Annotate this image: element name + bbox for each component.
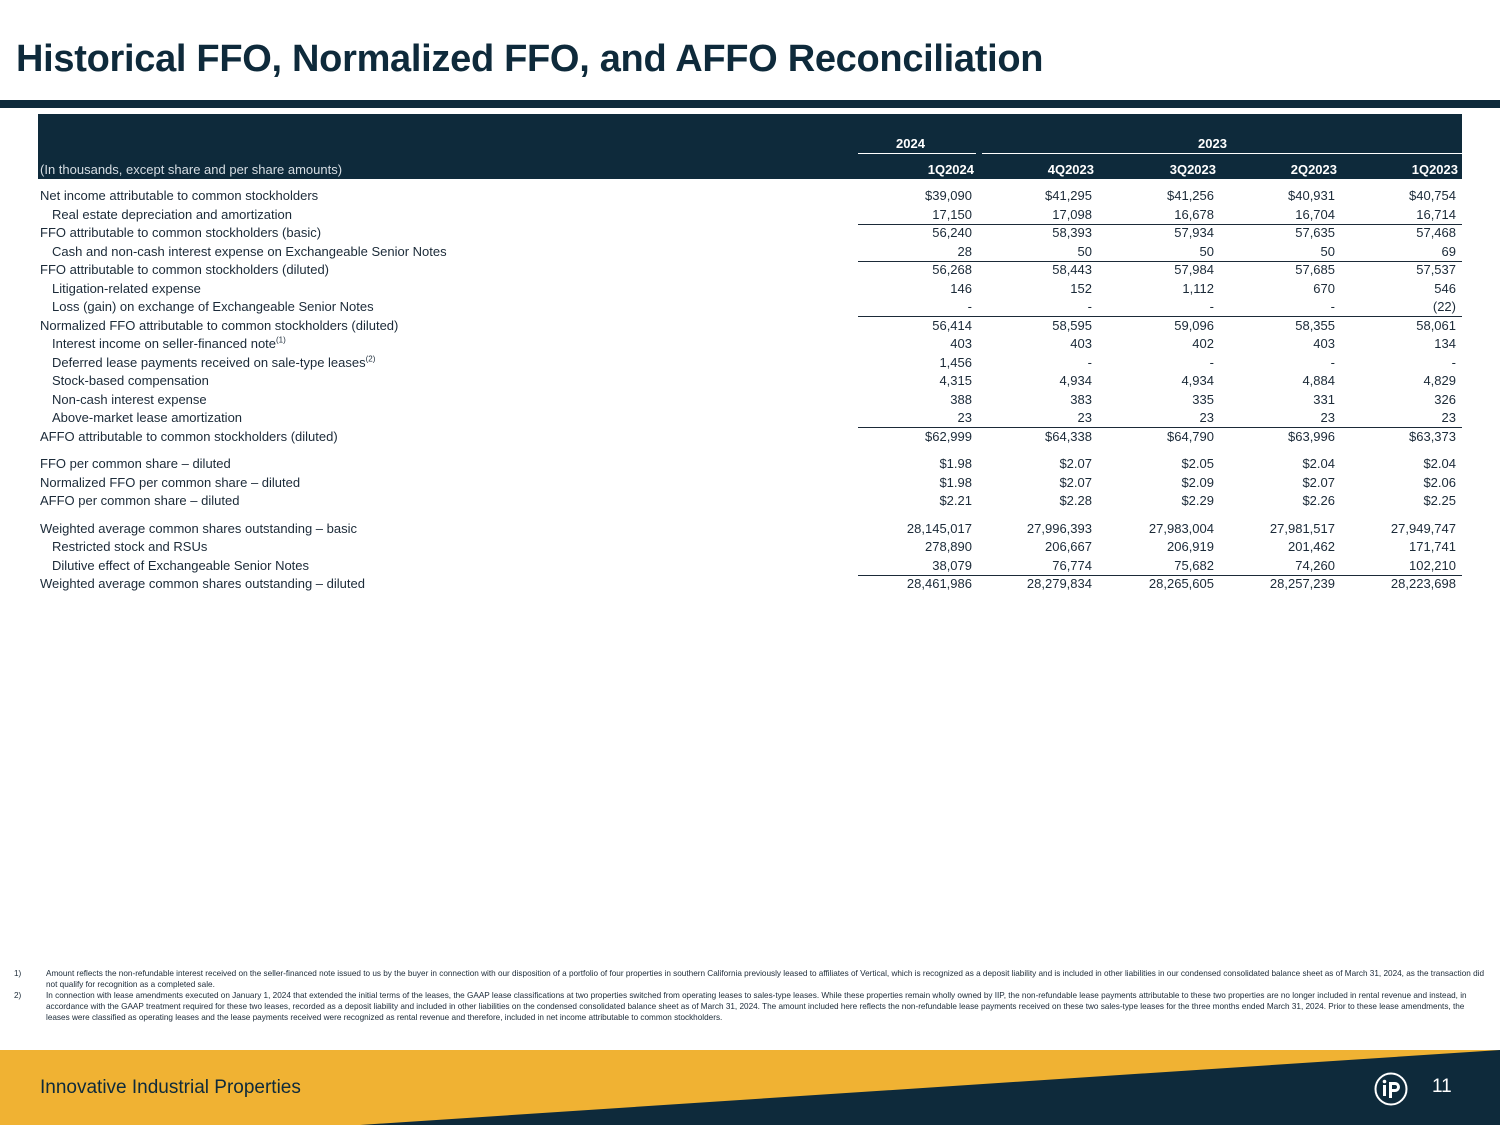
row-value: 27,983,004 — [1148, 520, 1214, 536]
row-value: 27,949,747 — [1390, 520, 1456, 536]
row-value: $2.28 — [1059, 493, 1092, 508]
table-row — [38, 557, 1462, 576]
table-row — [38, 372, 1462, 391]
row-value: 206,667 — [1045, 539, 1092, 554]
row-value: 16,704 — [1295, 206, 1335, 222]
row-value: $2.06 — [1423, 474, 1456, 490]
row-label-text: FFO attributable to common stockholders (basic) — [40, 225, 322, 240]
row-value: 58,061 — [1416, 317, 1456, 333]
year-rule-2024 — [858, 153, 976, 154]
table-row — [38, 298, 1462, 317]
row-value: 102,210 — [1409, 557, 1456, 573]
row-label-text: Weighted average common shares outstanding – diluted — [40, 576, 365, 591]
row-label — [52, 243, 447, 262]
table-row — [38, 187, 1462, 206]
row-label — [40, 187, 318, 206]
company-name: Innovative Industrial Properties — [40, 1077, 301, 1098]
row-value: 4,829 — [1423, 373, 1456, 388]
table-row — [38, 428, 1462, 447]
row-label — [52, 409, 242, 428]
company-logo-icon — [1374, 1072, 1408, 1106]
row-value: 28,257,239 — [1269, 576, 1335, 591]
row-label — [52, 538, 207, 557]
row-value: $41,256 — [1167, 188, 1214, 203]
row-value: $2.04 — [1423, 456, 1456, 471]
table-row — [38, 354, 1462, 373]
table-row — [38, 243, 1462, 262]
row-label — [40, 455, 231, 474]
row-value: 28 — [957, 243, 972, 259]
year-group-2024: 2024 — [896, 136, 925, 151]
footnote-text: In connection with lease amendments executed on January 1, 2024 that extended the initial terms of the leases, the GAAP lease classifications at two properties switched from operating leases to sales-type leases. While these properties remain wholly owned by IIP, the non-refundable lease payments attributable to these two properties are no longer included in rental revenue and instead, in accordance with the GAAP treatment required for these two leases, recorded as a deposit liability and included in other liabilities on the condensed consolidated balance sheet as of March 31, 2024. The amount included here reflects the non-refundable lease payments received on these two sales-type leases for the three months ended March 31, 2024. Prior to these lease amendments, the leases were classified as operating leases and the lease payments received were recognized as rental revenue and therefore, included in net income attributable to common stockholders. — [46, 991, 1467, 1022]
footnote-number: 2) — [14, 991, 22, 1000]
row-label-text: Weighted average common shares outstanding – basic — [40, 520, 358, 536]
page-number: 11 — [1432, 1076, 1452, 1097]
row-label — [40, 492, 239, 511]
row-label — [52, 335, 286, 354]
row-value: - — [1330, 354, 1335, 370]
row-label — [40, 520, 357, 539]
row-value: 23 — [1441, 410, 1456, 425]
row-value: $2.05 — [1181, 456, 1214, 471]
row-label-text: Loss (gain) on exchange of Exchangeable Senior Notes — [52, 299, 374, 314]
row-value: 57,635 — [1295, 225, 1335, 240]
year-group-2023: 2023 — [1198, 136, 1227, 151]
row-label — [52, 391, 207, 410]
footnotes — [14, 968, 1488, 1023]
row-value: 171,741 — [1409, 539, 1456, 554]
row-value: 28,223,698 — [1390, 576, 1456, 591]
table-body — [38, 179, 1462, 594]
row-value: 27,981,517 — [1269, 520, 1335, 536]
row-value: - — [967, 299, 972, 314]
table-row — [38, 224, 1462, 243]
row-value: 59,096 — [1174, 317, 1214, 333]
row-value: 278,890 — [925, 539, 972, 554]
row-label — [52, 354, 375, 373]
footnote-text: Amount reflects the non-refundable interest received on the seller-financed note issued to us by the buyer in connection with our disposition of a portfolio of four properties in southern California previously leased to affiliates of Vertical, which is recognized as a deposit liability and is included in other liabilities in our condensed consolidated balance sheet as of March 31, 2024, as the transaction did not qualify for recognition as a completed sale. — [46, 969, 1485, 989]
row-value: - — [1209, 354, 1214, 370]
row-value: 1,112 — [1182, 280, 1214, 296]
row-value: 4,934 — [1181, 373, 1214, 388]
row-value: 335 — [1192, 391, 1214, 407]
row-value: 4,315 — [939, 373, 972, 388]
row-value: 28,265,605 — [1148, 576, 1214, 591]
table-row — [38, 474, 1462, 493]
row-value: - — [1087, 299, 1092, 314]
row-label-text: Normalized FFO per common share – diluted — [40, 474, 301, 490]
row-value: 58,443 — [1052, 262, 1092, 277]
row-label — [40, 428, 338, 447]
row-value: 134 — [1434, 336, 1456, 351]
row-label — [40, 474, 300, 493]
col-header-2q2023: 2Q2023 — [1290, 162, 1337, 177]
row-value: 16,714 — [1416, 206, 1456, 222]
footnote-ref: (1) — [276, 335, 286, 345]
table-row — [38, 317, 1462, 336]
row-value: 17,098 — [1052, 206, 1092, 222]
row-value: 23 — [1320, 410, 1335, 425]
row-value: 50 — [1077, 243, 1092, 259]
row-value: 152 — [1070, 280, 1092, 296]
row-value: 23 — [1077, 410, 1092, 425]
table-row — [38, 206, 1462, 225]
row-value: 206,919 — [1167, 539, 1214, 554]
row-value: $39,090 — [925, 188, 972, 203]
table-row — [38, 520, 1462, 539]
table-row — [38, 261, 1462, 280]
row-value: 74,260 — [1295, 557, 1335, 573]
row-value: 17,150 — [932, 206, 972, 222]
title-rule — [0, 100, 1500, 108]
row-label — [40, 575, 365, 594]
row-value: $63,996 — [1288, 428, 1335, 444]
row-value: (22) — [1432, 299, 1456, 314]
row-value: 56,414 — [932, 317, 972, 333]
row-label-text: Dilutive effect of Exchangeable Senior Notes — [52, 557, 310, 573]
row-label-text: Normalized FFO attributable to common stockholders (diluted) — [40, 317, 399, 333]
row-value: 58,393 — [1052, 225, 1092, 240]
row-value: 670 — [1313, 280, 1335, 296]
row-value: - — [1451, 354, 1456, 370]
row-label-text: AFFO attributable to common stockholders (diluted) — [40, 428, 338, 444]
footnote-ref: (2) — [365, 354, 376, 364]
row-value: $2.09 — [1181, 474, 1214, 490]
table-row — [38, 280, 1462, 299]
row-value: 56,268 — [932, 262, 972, 277]
row-value: 201,462 — [1288, 539, 1335, 554]
row-value: 50 — [1320, 243, 1335, 259]
units-note: (In thousands, except share and per share amounts) — [40, 162, 343, 177]
row-value: - — [1087, 354, 1092, 370]
row-label-text: Stock-based compensation — [52, 373, 209, 388]
row-label-text: Above-market lease amortization — [52, 410, 243, 425]
row-value: $2.07 — [1059, 456, 1092, 471]
row-value: 388 — [950, 391, 972, 407]
row-value: 402 — [1192, 336, 1214, 351]
year-rule-2023 — [982, 153, 1462, 154]
col-header-1q2023: 1Q2023 — [1411, 162, 1458, 177]
row-value: $2.07 — [1302, 474, 1335, 490]
row-label — [40, 317, 398, 336]
row-label-text: Net income attributable to common stockholders — [40, 188, 319, 203]
row-value: 403 — [950, 336, 972, 351]
row-label-text: Litigation-related expense — [52, 280, 201, 296]
row-label-text: Interest income on seller-financed note — [52, 336, 277, 351]
table-row — [38, 492, 1462, 511]
row-label — [52, 557, 309, 576]
row-label — [52, 206, 292, 225]
row-value: 28,145,017 — [906, 520, 972, 536]
row-value: 57,685 — [1295, 262, 1335, 277]
row-value: 16,678 — [1174, 206, 1214, 222]
row-value: $62,999 — [925, 428, 972, 444]
row-value: 58,355 — [1295, 317, 1335, 333]
row-value: 57,537 — [1416, 262, 1456, 277]
row-value: 75,682 — [1174, 557, 1214, 573]
row-value: 4,884 — [1302, 373, 1335, 388]
row-value: 331 — [1313, 391, 1335, 407]
row-value: $40,754 — [1409, 188, 1456, 203]
row-label-text: FFO attributable to common stockholders (diluted) — [40, 262, 330, 277]
footnote-number: 1) — [14, 969, 22, 978]
row-value: 23 — [1199, 410, 1214, 425]
row-value: 23 — [957, 410, 972, 425]
row-label — [52, 372, 209, 391]
table-row — [38, 391, 1462, 410]
row-value: 28,461,986 — [906, 576, 972, 591]
row-label-text: Cash and non-cash interest expense on Exchangeable Senior Notes — [52, 243, 447, 259]
row-value: 1,456 — [939, 354, 972, 370]
row-value: $64,338 — [1045, 428, 1092, 444]
row-value: 50 — [1199, 243, 1214, 259]
col-header-4q2023: 4Q2023 — [1047, 162, 1094, 177]
row-value: 28,279,834 — [1026, 576, 1092, 591]
row-label-text: Real estate depreciation and amortization — [52, 206, 292, 222]
col-header-3q2023: 3Q2023 — [1169, 162, 1216, 177]
row-value: - — [1209, 299, 1214, 314]
row-label — [40, 224, 321, 243]
row-value: 146 — [950, 280, 972, 296]
row-value: 326 — [1434, 391, 1456, 407]
row-value: $2.26 — [1302, 493, 1335, 508]
table-row — [38, 455, 1462, 474]
row-value: $2.04 — [1302, 456, 1335, 471]
row-value: 4,934 — [1059, 373, 1092, 388]
row-value: $2.21 — [939, 493, 972, 508]
row-value: 403 — [1070, 336, 1092, 351]
row-value: $64,790 — [1167, 428, 1214, 444]
row-value: $2.07 — [1059, 474, 1092, 490]
table-row — [38, 538, 1462, 557]
row-value: - — [1330, 299, 1335, 314]
table-header — [38, 114, 1462, 179]
reconciliation-table — [38, 114, 1462, 594]
row-label — [52, 280, 201, 299]
row-value: $63,373 — [1409, 428, 1456, 444]
footnote-2 — [14, 990, 1488, 1023]
row-label — [52, 298, 374, 317]
row-label — [40, 261, 329, 280]
row-value: 38,079 — [932, 557, 972, 573]
row-value: $2.29 — [1181, 493, 1214, 508]
row-value: $41,295 — [1045, 188, 1092, 203]
row-label-text: FFO per common share – diluted — [40, 456, 231, 471]
row-value: $2.25 — [1423, 493, 1456, 508]
row-value: $1.98 — [939, 456, 972, 471]
row-value: 27,996,393 — [1026, 520, 1092, 536]
row-value: 76,774 — [1052, 557, 1092, 573]
row-value: 383 — [1070, 391, 1092, 407]
col-header-1q2024: 1Q2024 — [927, 162, 974, 177]
row-value: 58,595 — [1052, 317, 1092, 333]
row-label-text: Deferred lease payments received on sale-type leases — [52, 354, 366, 370]
table-row — [38, 575, 1462, 594]
row-value: 57,984 — [1174, 262, 1214, 277]
row-value: 57,468 — [1416, 225, 1456, 240]
row-value: $1.98 — [939, 474, 972, 490]
row-value: $40,931 — [1288, 188, 1335, 203]
table-row — [38, 335, 1462, 354]
row-value: 546 — [1434, 280, 1456, 296]
page-title: Historical FFO, Normalized FFO, and AFFO Reconciliation — [16, 38, 1044, 80]
row-label-text: Restricted stock and RSUs — [52, 539, 208, 554]
table-row — [38, 409, 1462, 428]
footnote-1 — [14, 968, 1488, 990]
row-label-text: AFFO per common share – diluted — [40, 493, 240, 508]
row-label-text: Non-cash interest expense — [52, 391, 207, 407]
row-value: 56,240 — [932, 225, 972, 240]
row-value: 57,934 — [1174, 225, 1214, 240]
row-value: 403 — [1313, 336, 1335, 351]
row-value: 69 — [1441, 243, 1456, 259]
